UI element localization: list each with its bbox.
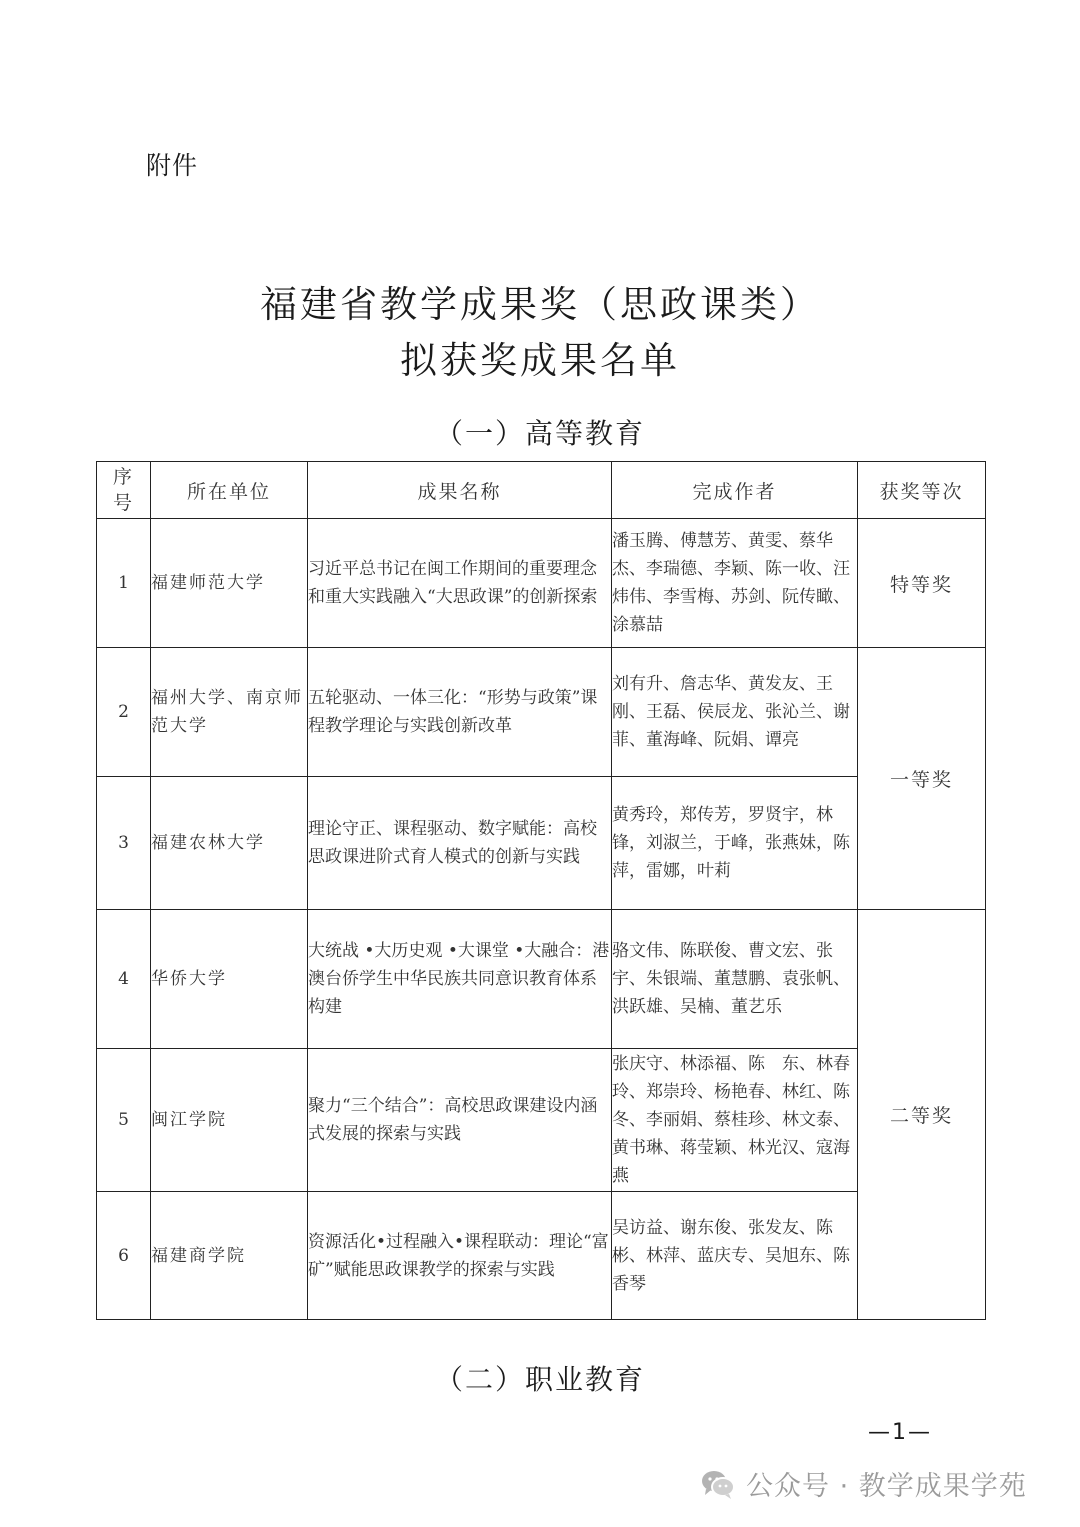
table-row xyxy=(97,1049,986,1192)
watermark-text: 公众号 · 教学成果学苑 xyxy=(746,1471,1027,1502)
row-seq: 5 xyxy=(97,1049,151,1192)
row-seq: 4 xyxy=(97,910,151,1049)
row-unit: 华侨大学 xyxy=(151,910,308,1049)
document-title-line1: 福建省教学成果奖（思政课类） xyxy=(260,283,820,326)
row-unit: 闽江学院 xyxy=(151,1049,308,1192)
row-authors: 黄秀玲，郑传芳，罗贤宇，林锋，刘淑兰，于峰，张燕妹，陈萍，雷娜，叶莉 xyxy=(612,777,858,910)
header-name: 成果名称 xyxy=(308,462,612,519)
table-row xyxy=(97,777,986,910)
row-achievement-name: 大统战 •大历史观 •大课堂 •大融合：港澳台侨学生中华民族共同意识教育体系构建 xyxy=(308,910,612,1049)
row-achievement-name: 资源活化•过程融入•课程联动：理论“富矿”赋能思政课教学的探索与实践 xyxy=(308,1192,612,1320)
document-title-line2: 拟获奖成果名单 xyxy=(400,339,680,382)
watermark xyxy=(700,1464,1027,1503)
header-seq-line1: 序 xyxy=(112,466,134,488)
row-authors: 骆文伟、陈联俊、曹文宏、张宇、朱银端、董慧鹏、袁张帆、洪跃雄、吴楠、董艺乐 xyxy=(612,910,858,1049)
grade-first: 一等奖 xyxy=(858,648,986,910)
row-authors: 刘有升、詹志华、黄发友、王刚、王磊、侯辰龙、张沁兰、谢菲、董海峰、阮娟、谭亮 xyxy=(612,648,858,777)
header-seq xyxy=(97,462,151,519)
wechat-icon xyxy=(700,1468,736,1500)
table-row xyxy=(97,1192,986,1320)
row-achievement-name: 习近平总书记在闽工作期间的重要理念和重大实践融入“大思政课”的创新探索 xyxy=(308,519,612,648)
grade-second: 二等奖 xyxy=(858,910,986,1320)
section-heading-higher-education: （一）高等教育 xyxy=(434,417,645,450)
attachment-label: 附件 xyxy=(146,151,199,180)
row-seq: 2 xyxy=(97,648,151,777)
row-unit: 福建师范大学 xyxy=(151,519,308,648)
row-unit: 福建农林大学 xyxy=(151,777,308,910)
section-heading-vocational-education: （二）职业教育 xyxy=(434,1363,645,1396)
table-header-row xyxy=(97,462,986,519)
row-achievement-name: 聚力“三个结合”：高校思政课建设内涵式发展的探索与实践 xyxy=(308,1049,612,1192)
grade-special: 特等奖 xyxy=(858,519,986,648)
row-achievement-name: 理论守正、课程驱动、数字赋能：高校思政课进阶式育人模式的创新与实践 xyxy=(308,777,612,910)
table-row xyxy=(97,519,986,648)
row-seq: 3 xyxy=(97,777,151,910)
row-unit: 福建商学院 xyxy=(151,1192,308,1320)
header-authors: 完成作者 xyxy=(612,462,858,519)
header-seq-line2: 号 xyxy=(112,492,134,514)
row-authors: 吴访益、谢东俊、张发友、陈彬、林萍、蓝庆专、吴旭东、陈香琴 xyxy=(612,1192,858,1320)
row-authors: 张庆守、林添福、陈 东、林春玲、郑崇玲、杨艳春、林红、陈 冬、李丽娟、蔡桂珍、林文泰、黄书琳、蒋莹颖、林光汉、寇海燕 xyxy=(612,1049,858,1192)
row-seq: 6 xyxy=(97,1192,151,1320)
table-row xyxy=(97,910,986,1049)
header-unit: 所在单位 xyxy=(151,462,308,519)
page-number: —1— xyxy=(868,1420,932,1445)
row-authors: 潘玉腾、傅慧芳、黄雯、蔡华杰、李瑞德、李颖、陈一收、汪炜伟、李雪梅、苏剑、阮传瞰、涂慕喆 xyxy=(612,519,858,648)
row-seq: 1 xyxy=(97,519,151,648)
header-grade: 获奖等次 xyxy=(858,462,986,519)
table-row xyxy=(97,648,986,777)
award-list-table xyxy=(96,461,986,1320)
row-achievement-name: 五轮驱动、一体三化：“形势与政策”课程教学理论与实践创新改革 xyxy=(308,648,612,777)
row-unit: 福州大学、南京师范大学 xyxy=(151,648,308,777)
